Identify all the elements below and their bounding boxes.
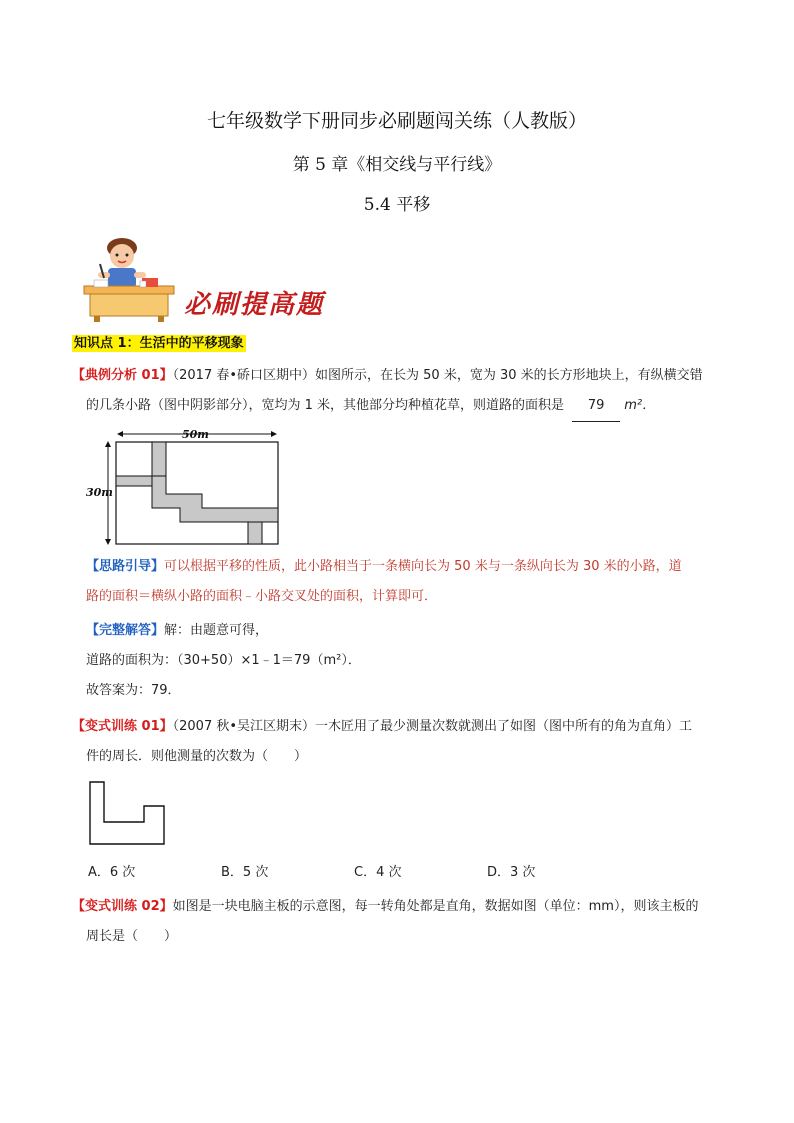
chapter-title: 第 5 章《相交线与平行线》 bbox=[292, 155, 502, 175]
hint-line1: 可以根据平移的性质，此小路相当于一条横向长为 50 米与一条纵向长为 30 米的小路，道 bbox=[164, 559, 682, 574]
hint-tag: 【思路引导】 bbox=[86, 559, 165, 574]
solution-calc: 道路的面积为：（30+50）×1﹣1＝79（m²）． bbox=[86, 653, 361, 668]
knowledge-point-label: 知识点 1：生活中的平移现象 bbox=[74, 336, 244, 351]
variant-2-line2: 周长是（ ） bbox=[86, 929, 178, 944]
workpiece-outline bbox=[90, 782, 164, 844]
variant-1-options bbox=[88, 858, 620, 888]
solution-block bbox=[86, 616, 736, 706]
example-1-tag: 【典例分析 01】 bbox=[72, 368, 173, 383]
student-at-desk-icon bbox=[80, 232, 180, 322]
solution-intro: 解：由题意可得， bbox=[164, 623, 269, 638]
workpiece-figure bbox=[88, 780, 168, 850]
example-1-unit: m²． bbox=[624, 398, 656, 413]
variant-2 bbox=[72, 892, 732, 952]
variant-1-line1: （2007 秋•吴江区期末）一木匠用了最少测量次数就测出了如图（图中所有的角为直角）工 bbox=[172, 719, 693, 734]
height-label: 30m bbox=[86, 486, 113, 499]
example-1-answer-blank: 79 bbox=[572, 391, 620, 422]
plot-diagram bbox=[86, 424, 286, 548]
option-c[interactable]: C．4 次 bbox=[354, 865, 402, 880]
hint-block bbox=[86, 552, 736, 612]
variant-1-tag: 【变式训练 01】 bbox=[72, 719, 173, 734]
width-label: 50m bbox=[182, 428, 209, 441]
section-title: 5.4 平移 bbox=[363, 195, 431, 215]
banner-text: 必刷提高题 bbox=[184, 290, 325, 320]
option-d[interactable]: D．3 次 bbox=[487, 865, 536, 880]
hint-line2: 路的面积＝横纵小路的面积﹣小路交叉处的面积，计算即可． bbox=[86, 589, 438, 604]
variant-1-line2: 件的周长．则他测量的次数为（ ） bbox=[86, 749, 308, 764]
example-1 bbox=[72, 361, 732, 422]
example-1-line1: （2017 春•硚口区期中）如图所示，在长为 50 米，宽为 30 米的长方形地块上，有纵横交错 bbox=[172, 368, 703, 383]
variant-1 bbox=[72, 712, 732, 772]
plot-figure bbox=[86, 424, 286, 552]
option-b[interactable]: B．5 次 bbox=[221, 865, 269, 880]
banner bbox=[80, 232, 340, 322]
variant-2-line1: 如图是一块电脑主板的示意图，每一转角处都是直角，数据如图（单位：mm），则该主板的 bbox=[172, 899, 699, 914]
road-segment-3 bbox=[248, 522, 262, 544]
example-1-line2: 的几条小路（图中阴影部分），宽均为 1 米，其他部分均种植花草，则道路的面积是 bbox=[86, 398, 565, 413]
doc-title: 七年级数学下册同步必刷题闯关练（人教版） bbox=[206, 110, 587, 132]
solution-tag: 【完整解答】 bbox=[86, 623, 165, 638]
option-a[interactable]: A．6 次 bbox=[88, 865, 136, 880]
workpiece-diagram bbox=[88, 780, 168, 846]
variant-2-tag: 【变式训练 02】 bbox=[72, 899, 173, 914]
solution-final: 故答案为：79． bbox=[86, 683, 181, 698]
knowledge-point bbox=[72, 332, 246, 351]
